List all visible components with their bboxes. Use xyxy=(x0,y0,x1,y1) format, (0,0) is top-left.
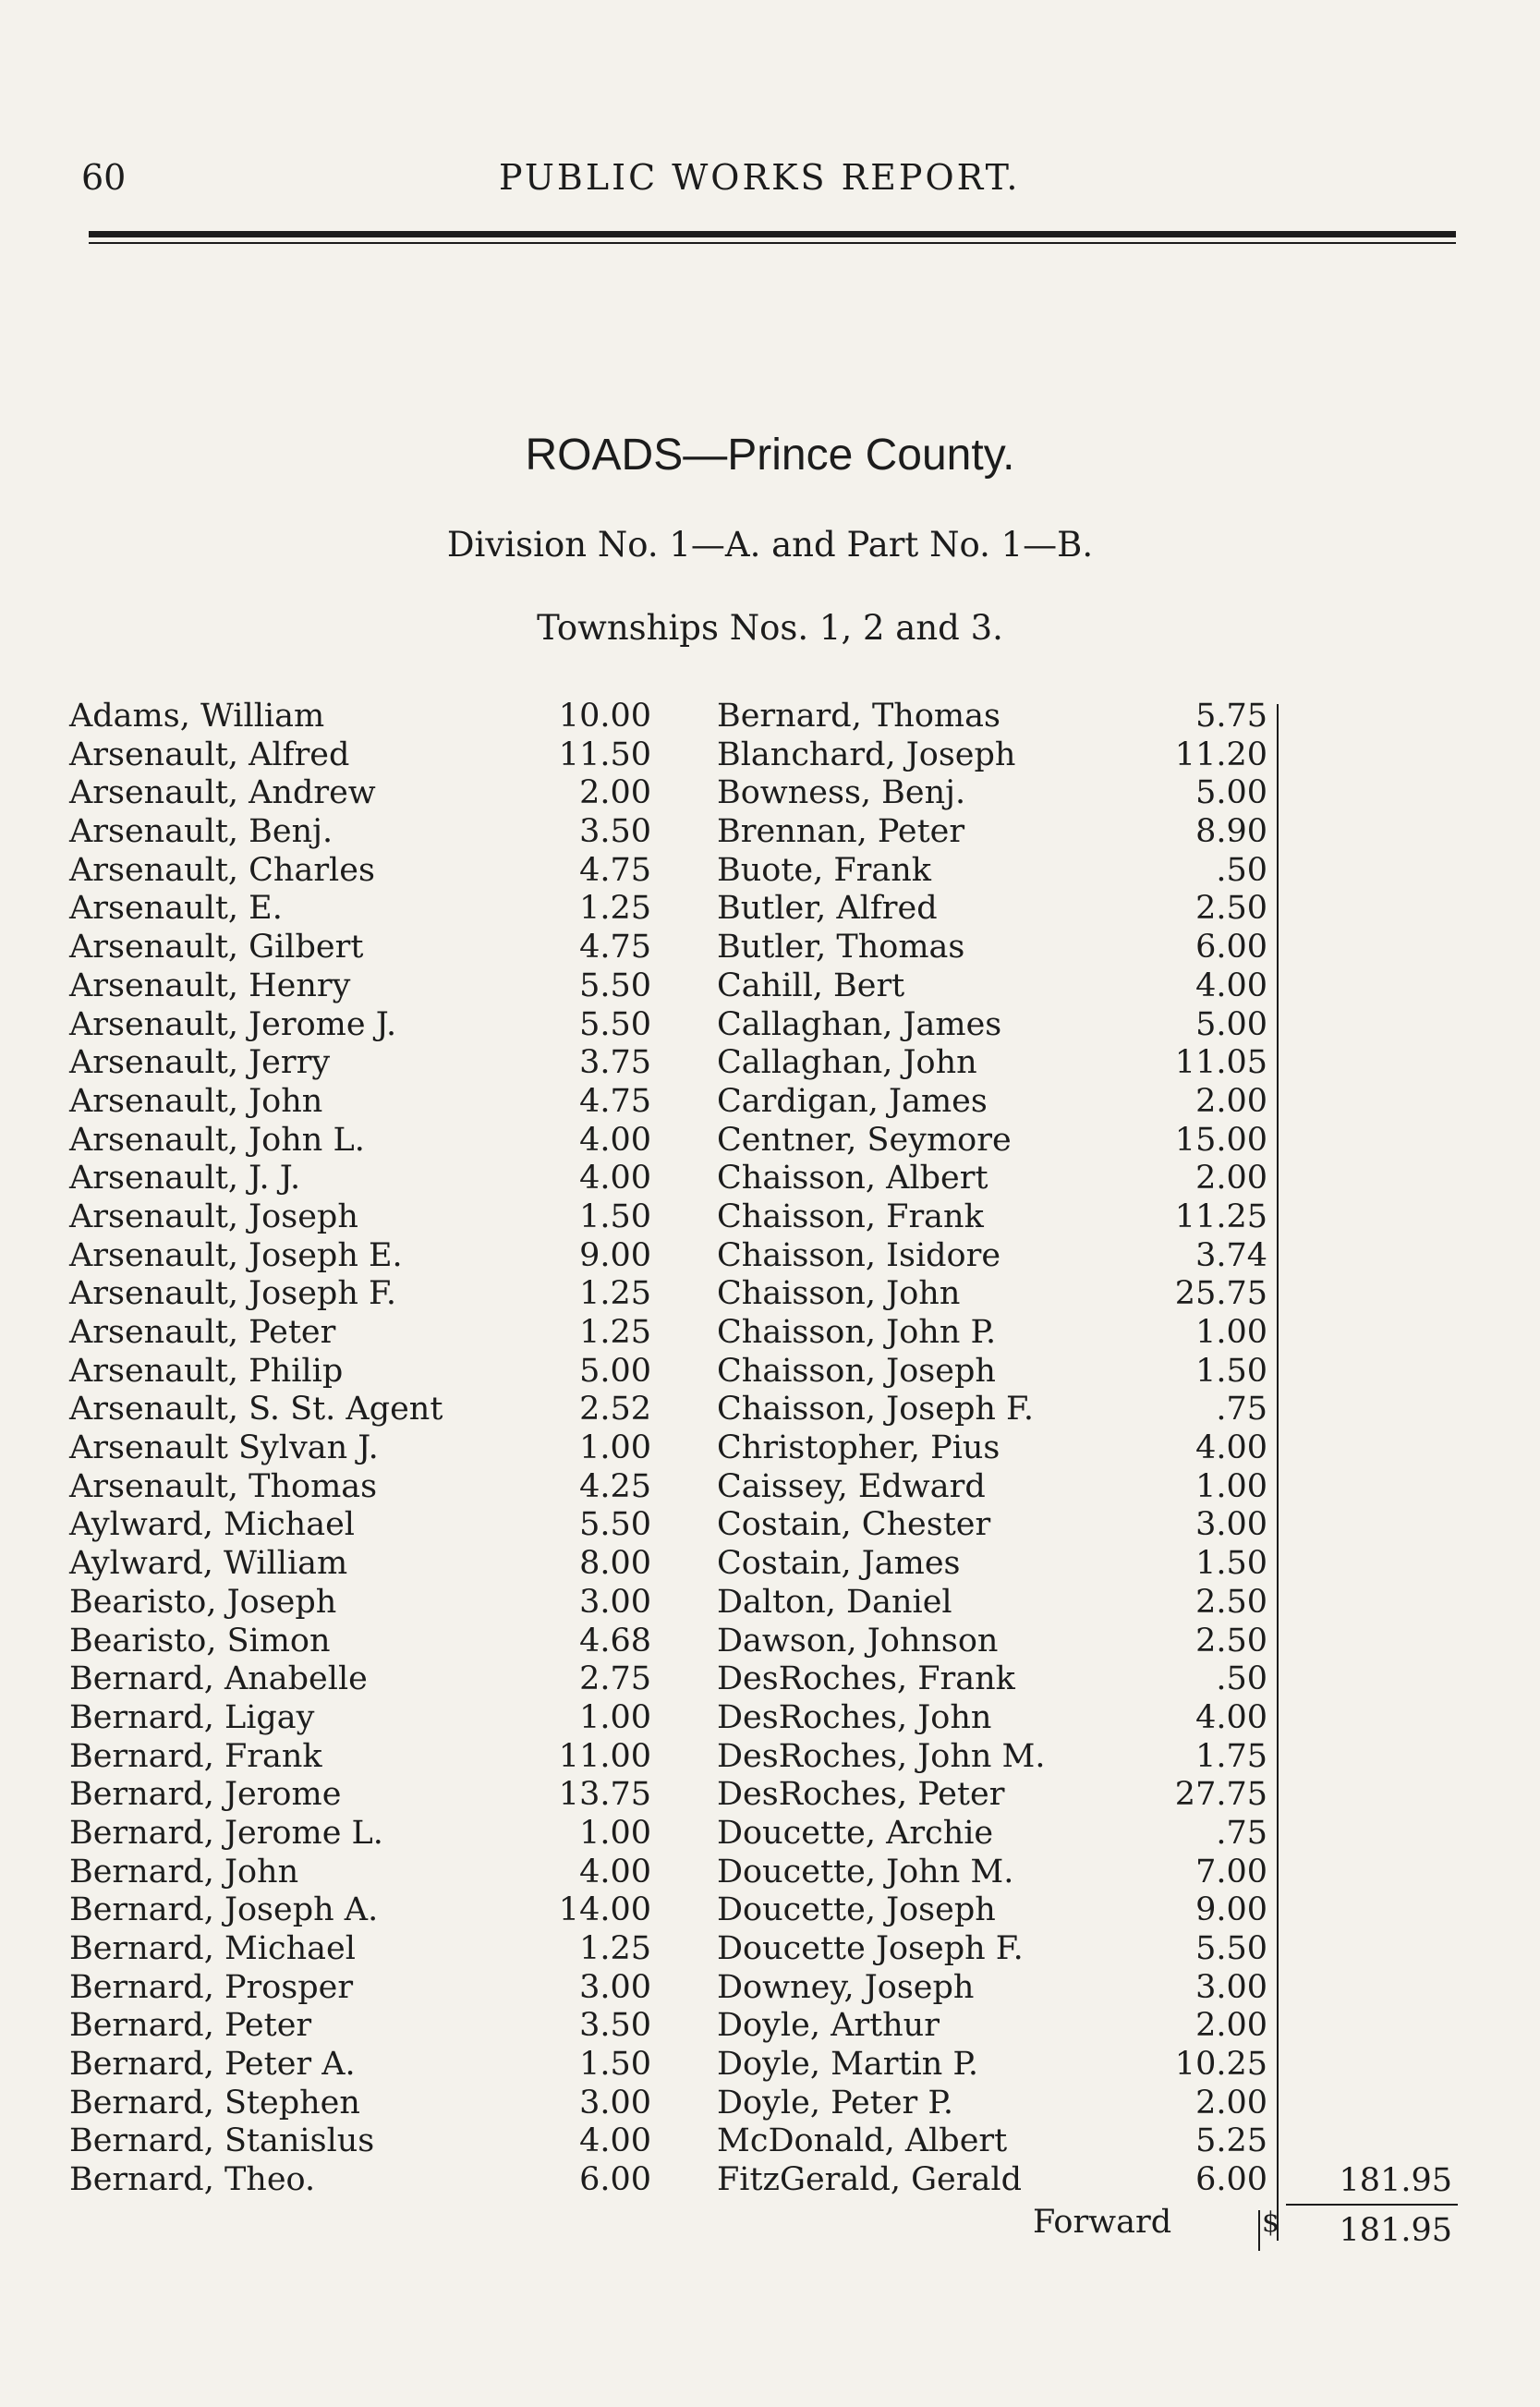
ledger-row xyxy=(69,1583,651,1623)
payment-amount: .50 xyxy=(1216,851,1267,889)
payment-amount: 4.00 xyxy=(579,1160,651,1197)
payment-amount: 3.74 xyxy=(1195,1236,1267,1274)
payment-amount: .75 xyxy=(1216,1814,1267,1852)
payee-name: Bernard, Stephen xyxy=(69,2084,360,2121)
payment-amount: 1.50 xyxy=(579,1197,651,1235)
payee-name: Cahill, Bert xyxy=(717,966,905,1004)
payment-amount: 1.75 xyxy=(1195,1737,1267,1775)
payment-amount: 2.00 xyxy=(579,774,651,812)
ledger-row xyxy=(717,2007,1279,2046)
payment-amount: 5.50 xyxy=(579,1506,651,1544)
payee-name: Chaisson, Joseph xyxy=(717,1352,996,1390)
ledger-row xyxy=(717,1198,1279,1237)
payment-amount: 11.05 xyxy=(1174,1044,1267,1082)
ledger-row xyxy=(717,852,1279,891)
payment-amount: 2.75 xyxy=(579,1660,651,1698)
ledger-row xyxy=(717,929,1279,967)
payee-name: Arsenault Sylvan J. xyxy=(69,1429,379,1467)
ledger-row xyxy=(69,1197,651,1237)
payee-name: McDonald, Albert xyxy=(717,2122,1008,2160)
ledger-row xyxy=(717,1584,1279,1623)
payment-amount: 1.50 xyxy=(1195,1352,1267,1390)
ledger-row xyxy=(69,813,651,852)
ledger-row xyxy=(717,1160,1279,1198)
payment-amount: 3.00 xyxy=(579,1968,651,2006)
ledger-row xyxy=(69,1660,651,1699)
ledger-row xyxy=(69,1160,651,1198)
column-subtotal: 181.95 xyxy=(1339,2162,1452,2199)
ledger-row xyxy=(717,1660,1279,1699)
ledger-row xyxy=(717,890,1279,929)
payment-amount: 7.00 xyxy=(1195,1853,1267,1890)
ledger-row xyxy=(717,1854,1279,1892)
ledger-row xyxy=(717,1891,1279,1930)
payee-name: Arsenault, E. xyxy=(69,890,283,928)
payee-name: Bernard, Michael xyxy=(69,1930,356,1967)
ledger-row xyxy=(717,1738,1279,1777)
ledger-row xyxy=(717,2122,1279,2161)
ledger-row xyxy=(69,2046,651,2085)
payment-amount: 3.00 xyxy=(1195,1506,1267,1544)
left-ledger-column xyxy=(69,698,651,2200)
payee-name: Arsenault, Alfred xyxy=(69,735,350,773)
payment-amount: 11.00 xyxy=(558,1737,651,1775)
payment-amount: 4.75 xyxy=(579,929,651,966)
payment-amount: 11.25 xyxy=(1174,1197,1267,1235)
payment-amount: 2.00 xyxy=(1195,2084,1267,2121)
payee-name: Costain, Chester xyxy=(717,1506,991,1544)
header-rule-thin xyxy=(89,242,1456,244)
payment-amount: 3.50 xyxy=(579,2007,651,2045)
payee-name: Bearisto, Simon xyxy=(69,1622,331,1659)
ledger-row xyxy=(717,698,1279,736)
running-head: PUBLIC WORKS REPORT. xyxy=(499,157,1021,198)
payee-name: Chaisson, John P. xyxy=(717,1314,997,1351)
payee-name: Adams, William xyxy=(69,698,325,735)
payment-amount: 1.25 xyxy=(579,1275,651,1313)
payment-amount: 4.00 xyxy=(579,2122,651,2160)
payment-amount: 10.25 xyxy=(1174,2046,1267,2084)
payee-name: Caissey, Edward xyxy=(717,1467,986,1505)
ledger-row xyxy=(69,2122,651,2161)
ledger-row xyxy=(69,1737,651,1777)
ledger-row xyxy=(69,1891,651,1930)
ledger-row xyxy=(69,1776,651,1815)
payment-amount: 1.25 xyxy=(579,1314,651,1351)
payment-amount: 5.75 xyxy=(1195,698,1267,735)
payee-name: Arsenault, Jerry xyxy=(69,1044,331,1082)
ledger-row xyxy=(69,735,651,775)
ledger-row xyxy=(69,2007,651,2046)
payee-name: Bernard, Theo. xyxy=(69,2161,316,2199)
payment-amount: .75 xyxy=(1216,1391,1267,1428)
payment-amount: 4.00 xyxy=(1195,966,1267,1004)
payee-name: Arsenault, Joseph xyxy=(69,1197,358,1235)
payment-amount: 2.50 xyxy=(1195,890,1267,928)
payee-name: Arsenault, Philip xyxy=(69,1352,344,1390)
townships-subtitle: Townships Nos. 1, 2 and 3. xyxy=(537,608,1003,648)
payee-name: Bernard, Peter A. xyxy=(69,2046,356,2084)
payment-amount: 1.00 xyxy=(579,1814,651,1852)
payment-amount: 14.00 xyxy=(558,1891,651,1929)
payment-amount: 1.00 xyxy=(1195,1314,1267,1351)
payee-name: Chaisson, Frank xyxy=(717,1197,984,1235)
ledger-row xyxy=(717,1083,1279,1122)
ledger-row xyxy=(69,1082,651,1122)
payment-amount: 3.00 xyxy=(1195,1968,1267,2006)
payee-name: Doyle, Martin P. xyxy=(717,2046,979,2084)
payee-name: Cardigan, James xyxy=(717,1082,988,1120)
payee-name: Bernard, Stanislus xyxy=(69,2122,375,2160)
payee-name: Arsenault, Andrew xyxy=(69,774,376,812)
ledger-row xyxy=(69,1814,651,1854)
right-ledger-column xyxy=(717,698,1279,2200)
ledger-row xyxy=(69,966,651,1006)
payee-name: Bearisto, Joseph xyxy=(69,1583,337,1621)
payment-amount: .50 xyxy=(1216,1660,1267,1698)
payment-amount: 3.00 xyxy=(579,1583,651,1621)
payee-name: Doucette, Joseph xyxy=(717,1891,996,1929)
payee-name: FitzGerald, Gerald xyxy=(717,2161,1022,2199)
payee-name: Bernard, Frank xyxy=(69,1737,322,1775)
ledger-row xyxy=(69,890,651,929)
payee-name: Downey, Joseph xyxy=(717,1968,975,2006)
ledger-row xyxy=(69,1429,651,1468)
payment-amount: 10.00 xyxy=(558,698,651,735)
payment-amount: 6.00 xyxy=(1195,2161,1267,2199)
payment-amount: 4.68 xyxy=(579,1622,651,1659)
payee-name: Bernard, Thomas xyxy=(717,698,1000,735)
payee-name: Centner, Seymore xyxy=(717,1121,1012,1159)
ledger-row xyxy=(69,1005,651,1045)
payment-amount: 3.00 xyxy=(579,2084,651,2121)
payment-amount: 11.20 xyxy=(1174,735,1267,773)
payment-amount: 13.75 xyxy=(558,1776,651,1814)
payee-name: Bernard, Joseph A. xyxy=(69,1891,379,1929)
page-number: 60 xyxy=(81,157,127,198)
ledger-row xyxy=(69,1352,651,1392)
payee-name: Callaghan, James xyxy=(717,1005,1002,1043)
payment-amount: 2.50 xyxy=(1195,1583,1267,1621)
ledger-row xyxy=(69,1044,651,1083)
ledger-row xyxy=(717,1353,1279,1392)
ledger-row xyxy=(69,698,651,736)
payee-name: Arsenault, J. J. xyxy=(69,1160,301,1197)
payee-name: DesRoches, Peter xyxy=(717,1776,1005,1814)
payment-amount: 1.00 xyxy=(1195,1467,1267,1505)
payee-name: Arsenault, John L. xyxy=(69,1121,365,1159)
payee-name: Callaghan, John xyxy=(717,1044,977,1082)
payment-amount: 5.50 xyxy=(579,1005,651,1043)
payee-name: Chaisson, Isidore xyxy=(717,1236,1001,1274)
payment-amount: 5.25 xyxy=(1195,2122,1267,2160)
payee-name: Bernard, John xyxy=(69,1853,299,1890)
payment-amount: 1.00 xyxy=(579,1429,651,1467)
payee-name: Chaisson, John xyxy=(717,1275,961,1313)
division-subtitle: Division No. 1—A. and Part No. 1—B. xyxy=(446,525,1094,565)
ledger-row xyxy=(69,1853,651,1892)
payment-amount: 1.00 xyxy=(579,1698,651,1736)
payment-amount: 9.00 xyxy=(579,1236,651,1274)
ledger-row xyxy=(717,1122,1279,1161)
ledger-row xyxy=(69,2161,651,2200)
payment-amount: 3.50 xyxy=(579,813,651,851)
payee-name: Bernard, Jerome xyxy=(69,1776,342,1814)
payment-amount: 2.50 xyxy=(1195,1622,1267,1659)
payee-name: Aylward, Michael xyxy=(69,1506,355,1544)
payment-amount: 4.75 xyxy=(579,1082,651,1120)
payment-amount: 4.00 xyxy=(579,1121,651,1159)
payee-name: Butler, Alfred xyxy=(717,890,938,928)
payee-name: DesRoches, John xyxy=(717,1698,992,1736)
ledger-row xyxy=(69,1236,651,1276)
payee-name: Doucette Joseph F. xyxy=(717,1930,1024,1967)
payment-amount: 5.00 xyxy=(1195,774,1267,812)
payment-amount: 2.00 xyxy=(1195,2007,1267,2045)
ledger-row xyxy=(69,851,651,891)
payee-name: Doyle, Arthur xyxy=(717,2007,940,2045)
payment-amount: 9.00 xyxy=(1195,1891,1267,1929)
ledger-row xyxy=(69,1314,651,1353)
payment-amount: 15.00 xyxy=(1174,1121,1267,1159)
payment-amount: 2.00 xyxy=(1195,1082,1267,1120)
payment-amount: 4.00 xyxy=(1195,1698,1267,1736)
ledger-row xyxy=(717,1776,1279,1815)
ledger-row xyxy=(69,1275,651,1314)
subtotal-rule xyxy=(1286,2204,1458,2206)
payee-name: Doucette, Archie xyxy=(717,1814,994,1852)
payee-name: Bernard, Prosper xyxy=(69,1968,354,2006)
ledger-row xyxy=(717,1545,1279,1584)
payee-name: Arsenault, Joseph E. xyxy=(69,1236,403,1274)
ledger-row xyxy=(717,1391,1279,1429)
payee-name: Arsenault, Jerome J. xyxy=(69,1005,397,1043)
payee-name: Arsenault, Peter xyxy=(69,1314,336,1351)
payee-name: Arsenault, Charles xyxy=(69,851,375,889)
payee-name: Doyle, Peter P. xyxy=(717,2084,953,2121)
ledger-row xyxy=(717,1623,1279,1661)
payment-amount: 5.50 xyxy=(579,966,651,1004)
payee-name: Arsenault, Benj. xyxy=(69,813,333,851)
ledger-row xyxy=(69,1391,651,1429)
payment-amount: 1.25 xyxy=(579,1930,651,1967)
currency-symbol: $ xyxy=(1262,2206,1280,2239)
ledger-row xyxy=(717,1275,1279,1314)
payee-name: Costain, James xyxy=(717,1545,961,1583)
payee-name: DesRoches, John M. xyxy=(717,1737,1046,1775)
payment-amount: 5.00 xyxy=(1195,1005,1267,1043)
ledger-row xyxy=(69,1121,651,1161)
section-title: ROADS—Prince County. xyxy=(525,431,1015,480)
payee-name: Chaisson, Joseph F. xyxy=(717,1391,1034,1428)
payee-name: Aylward, William xyxy=(69,1545,348,1583)
ledger-row xyxy=(69,1506,651,1545)
payment-amount: 4.00 xyxy=(579,1853,651,1890)
payment-amount: 1.25 xyxy=(579,890,651,928)
payee-name: Arsenault, Thomas xyxy=(69,1467,378,1505)
payee-name: Dawson, Johnson xyxy=(717,1622,999,1659)
payee-name: Blanchard, Joseph xyxy=(717,735,1016,773)
ledger-row xyxy=(717,1468,1279,1507)
ledger-row xyxy=(717,1044,1279,1083)
forward-total: 181.95 xyxy=(1339,2212,1452,2249)
ledger-row xyxy=(717,1969,1279,2008)
payment-amount: 4.25 xyxy=(579,1467,651,1505)
payee-name: Bernard, Jerome L. xyxy=(69,1814,383,1852)
ledger-row xyxy=(717,1237,1279,1276)
ledger-row xyxy=(717,1815,1279,1854)
ledger-row xyxy=(717,1006,1279,1045)
payee-name: Bernard, Ligay xyxy=(69,1698,315,1736)
ledger-row xyxy=(717,2046,1279,2085)
payee-name: DesRoches, Frank xyxy=(717,1660,1015,1698)
payment-amount: 8.00 xyxy=(579,1545,651,1583)
ledger-row xyxy=(717,736,1279,775)
payment-amount: 8.90 xyxy=(1195,813,1267,851)
payment-amount: 4.75 xyxy=(579,851,651,889)
ledger-row xyxy=(69,1698,651,1738)
payment-amount: 1.50 xyxy=(1195,1545,1267,1583)
payment-amount: 3.75 xyxy=(579,1044,651,1082)
payee-name: Chaisson, Albert xyxy=(717,1160,988,1197)
payee-name: Bernard, Peter xyxy=(69,2007,312,2045)
ledger-row xyxy=(69,1545,651,1584)
amount-column-rule xyxy=(1277,704,1279,2241)
payment-amount: 25.75 xyxy=(1174,1275,1267,1313)
payment-amount: 27.75 xyxy=(1174,1776,1267,1814)
ledger-row xyxy=(69,2084,651,2123)
payee-name: Doucette, John M. xyxy=(717,1853,1014,1890)
payee-name: Arsenault, S. St. Agent xyxy=(69,1391,443,1428)
forward-label: Forward xyxy=(1033,2204,1172,2241)
payee-name: Christopher, Pius xyxy=(717,1429,1000,1467)
payment-amount: 4.00 xyxy=(1195,1429,1267,1467)
ledger-row xyxy=(717,1506,1279,1545)
ledger-row xyxy=(717,1930,1279,1969)
payment-amount: 2.52 xyxy=(579,1391,651,1428)
payee-name: Bernard, Anabelle xyxy=(69,1660,368,1698)
payment-amount: 5.50 xyxy=(1195,1930,1267,1967)
payment-amount: 5.00 xyxy=(579,1352,651,1390)
ledger-row xyxy=(717,1429,1279,1468)
ledger-row xyxy=(717,1699,1279,1738)
payee-name: Dalton, Daniel xyxy=(717,1583,952,1621)
forward-column-rule xyxy=(1258,2210,1260,2251)
ledger-row xyxy=(69,774,651,813)
ledger-row xyxy=(717,2085,1279,2123)
payment-amount: 1.50 xyxy=(579,2046,651,2084)
payment-amount: 6.00 xyxy=(1195,929,1267,966)
header-rule-thick xyxy=(89,231,1456,237)
ledger-row xyxy=(69,1930,651,1969)
ledger-row xyxy=(69,1467,651,1507)
ledger-row xyxy=(717,813,1279,852)
payee-name: Arsenault, Joseph F. xyxy=(69,1275,396,1313)
ledger-row xyxy=(69,1968,651,2008)
payment-amount: 11.50 xyxy=(558,735,651,773)
payee-name: Arsenault, John xyxy=(69,1082,323,1120)
ledger-row xyxy=(69,929,651,967)
payment-amount: 2.00 xyxy=(1195,1160,1267,1197)
ledger-row xyxy=(717,2161,1279,2200)
payee-name: Arsenault, Gilbert xyxy=(69,929,364,966)
ledger-row xyxy=(717,967,1279,1006)
payee-name: Buote, Frank xyxy=(717,851,931,889)
payee-name: Butler, Thomas xyxy=(717,929,965,966)
ledger-row xyxy=(717,774,1279,813)
payee-name: Brennan, Peter xyxy=(717,813,965,851)
ledger-row xyxy=(717,1314,1279,1353)
ledger-row xyxy=(69,1622,651,1661)
payment-amount: 6.00 xyxy=(579,2161,651,2199)
payee-name: Arsenault, Henry xyxy=(69,966,351,1004)
payee-name: Bowness, Benj. xyxy=(717,774,966,812)
